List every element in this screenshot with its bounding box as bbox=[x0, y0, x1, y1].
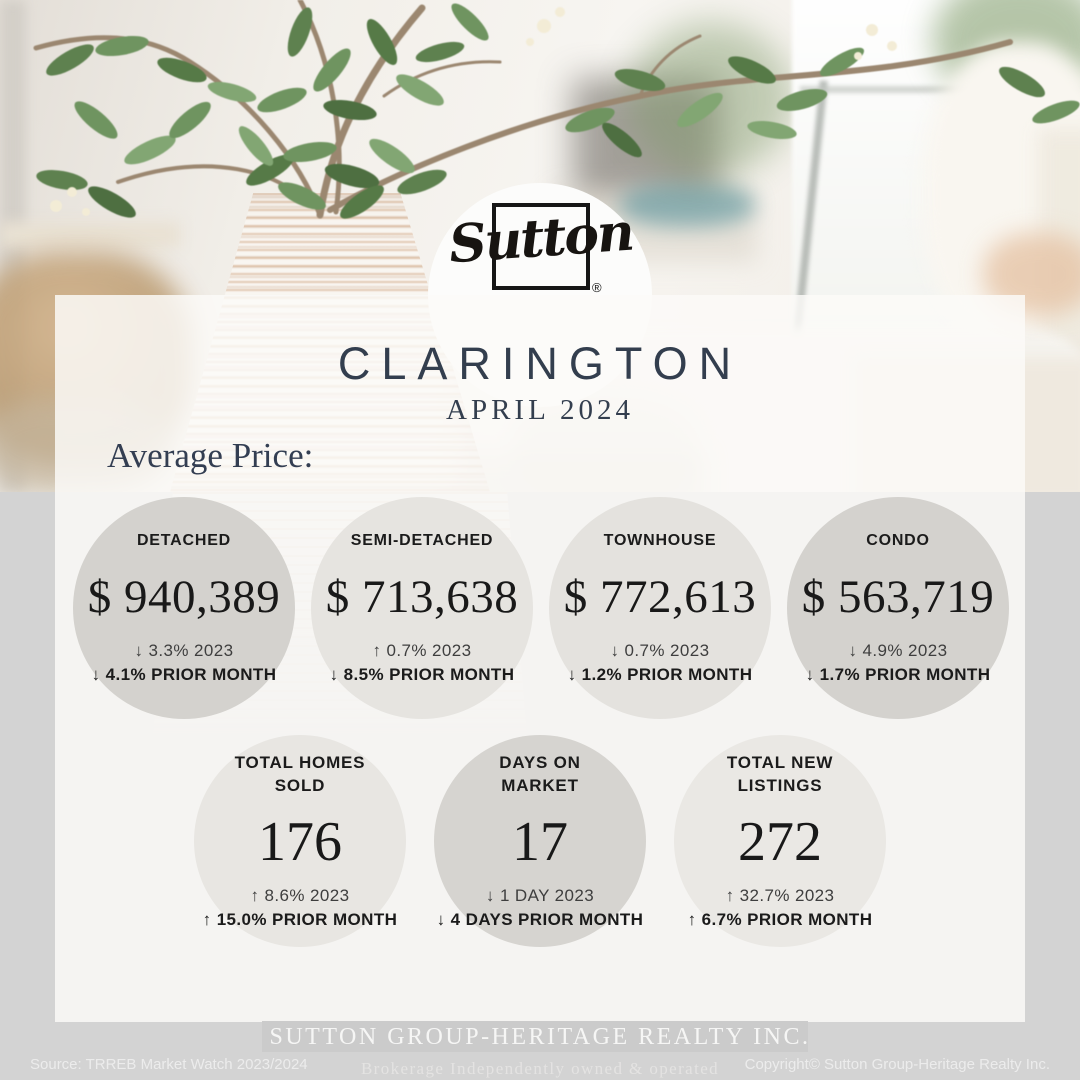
price-circle-detached bbox=[73, 497, 295, 719]
page-title: CLARINGTON bbox=[337, 338, 743, 389]
circle-mom-change: ↓ 1.2% PRIOR MONTH bbox=[567, 664, 753, 684]
circle-label: CONDO bbox=[866, 531, 930, 549]
circle-label: TOTAL HOMES SOLD bbox=[234, 752, 366, 795]
stat-circle-total-homes-sold bbox=[194, 735, 406, 947]
circle-price: $ 940,389 bbox=[87, 570, 281, 623]
price-circle-condo bbox=[787, 497, 1009, 719]
circle-mom-change: ↑ 6.7% PRIOR MONTH bbox=[687, 910, 873, 930]
circle-mom-change: ↓ 4.1% PRIOR MONTH bbox=[91, 664, 277, 684]
circle-value: 176 bbox=[258, 811, 342, 874]
price-circle-townhouse bbox=[549, 497, 771, 719]
circle-value: 17 bbox=[512, 811, 568, 874]
report-month: APRIL 2024 bbox=[446, 394, 634, 426]
circle-price: $ 713,638 bbox=[325, 570, 519, 623]
circle-label: TOTAL NEW LISTINGS bbox=[726, 752, 834, 795]
stat-circle-total-new-listings bbox=[674, 735, 886, 947]
circle-yoy-change: ↓ 4.9% 2023 bbox=[848, 640, 948, 660]
circle-label: TOWNHOUSE bbox=[603, 531, 717, 549]
sutton-logo-text: Sutton bbox=[446, 201, 635, 276]
circle-yoy-change: ↓ 1 DAY 2023 bbox=[485, 886, 595, 906]
circle-mom-change: ↓ 4 DAYS PRIOR MONTH bbox=[436, 910, 644, 930]
circle-yoy-change: ↓ 3.3% 2023 bbox=[134, 640, 234, 660]
footer-source-note: Source: TRREB Market Watch 2023/2024 bbox=[30, 1056, 308, 1073]
circle-price: $ 772,613 bbox=[563, 570, 757, 623]
circle-yoy-change: ↑ 0.7% 2023 bbox=[372, 640, 472, 660]
circle-yoy-change: ↓ 0.7% 2023 bbox=[610, 640, 710, 660]
average-price-label: Average Price: bbox=[107, 436, 314, 475]
circle-mom-change: ↓ 8.5% PRIOR MONTH bbox=[329, 664, 515, 684]
circle-label: DAYS ON MARKET bbox=[499, 752, 581, 795]
circle-label: SEMI-DETACHED bbox=[350, 531, 494, 549]
circle-mom-change: ↑ 15.0% PRIOR MONTH bbox=[202, 910, 398, 930]
footer-tagline: Brokerage Independently owned & operated bbox=[360, 1059, 720, 1078]
circle-value: 272 bbox=[738, 811, 822, 874]
circle-mom-change: ↓ 1.7% PRIOR MONTH bbox=[805, 664, 991, 684]
circle-yoy-change: ↑ 8.6% 2023 bbox=[250, 886, 350, 906]
price-circle-semi-detached bbox=[311, 497, 533, 719]
stat-circle-days-on-market bbox=[434, 735, 646, 947]
circle-price: $ 563,719 bbox=[801, 570, 995, 623]
circle-label: DETACHED bbox=[136, 531, 232, 549]
registered-mark: ® bbox=[592, 280, 602, 295]
circle-yoy-change: ↑ 32.7% 2023 bbox=[725, 886, 835, 906]
footer-company-name: SUTTON GROUP-HERITAGE REALTY INC. bbox=[269, 1024, 811, 1050]
footer-copyright-note: Copyright© Sutton Group-Heritage Realty Inc. bbox=[744, 1056, 1050, 1073]
